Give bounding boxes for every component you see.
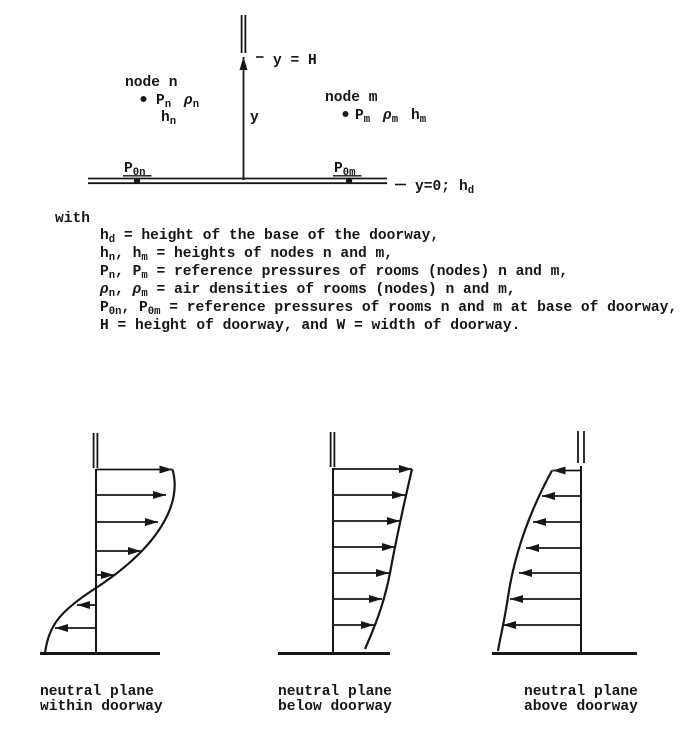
- profile-caption-line: within doorway: [40, 699, 163, 715]
- node-n-properties: [156, 93, 199, 111]
- subscript: m: [363, 114, 371, 127]
- variable-definitions: [55, 211, 677, 334]
- definition-line: [100, 264, 568, 282]
- subscript: n: [192, 99, 200, 112]
- y-zero-label: y=0;: [415, 179, 451, 195]
- subscript: 0n: [132, 167, 146, 180]
- profile-caption-line: below doorway: [278, 699, 392, 715]
- definition-line: [100, 228, 439, 246]
- y-equals-H-label: y = H: [273, 53, 317, 69]
- definition-text: h: [100, 228, 109, 244]
- profile-caption-line: neutral plane: [40, 684, 154, 700]
- pressure-symbol: P: [334, 161, 343, 177]
- p0n-label: [124, 161, 145, 179]
- definition-text: , h: [115, 246, 142, 262]
- base-annotation: [415, 179, 474, 197]
- definition-text: = height of the base of the doorway,: [115, 228, 440, 244]
- density-symbol: ρ: [184, 93, 193, 109]
- velocity-profile-curve: [45, 470, 175, 654]
- p0m-label: [334, 161, 355, 179]
- density-symbol: ρ: [383, 108, 392, 124]
- definition-text: , P: [121, 300, 148, 316]
- definitions-intro: with: [55, 211, 91, 227]
- subscript: n: [108, 288, 116, 301]
- subscript: m: [391, 114, 399, 127]
- profile-3: [492, 431, 638, 715]
- definition-text: = reference pressures of rooms n and m at base of doorway,: [160, 300, 678, 316]
- definition-text: , P: [115, 264, 142, 280]
- pressure-symbol: P: [156, 93, 165, 109]
- subscript: 0n: [108, 306, 122, 319]
- subscript: n: [164, 99, 172, 112]
- definition-line: [100, 318, 520, 334]
- node-m-bullet: [343, 111, 349, 117]
- definition-text: P: [100, 264, 109, 280]
- definition-line: [100, 246, 393, 264]
- subscript: m: [141, 288, 148, 301]
- profile-1: [40, 433, 175, 715]
- definition-text: = reference pressures of rooms (nodes) n and m,: [147, 264, 569, 280]
- subscript: n: [169, 116, 177, 129]
- subscript: 0m: [342, 167, 356, 180]
- subscript: d: [467, 185, 475, 198]
- node-n-bullet: [141, 96, 147, 102]
- definition-text: h: [100, 246, 109, 262]
- definition-text: = heights of nodes n and m,: [147, 246, 393, 262]
- definition-text: = air densities of rooms (nodes) n and m,: [147, 282, 516, 298]
- pressure-symbol: P: [355, 108, 364, 124]
- velocity-profile-curve: [498, 471, 552, 652]
- definition-text: H = height of doorway, and W = width of doorway.: [100, 318, 521, 334]
- profile-2: [278, 432, 412, 715]
- subscript: d: [108, 234, 116, 247]
- node-n-height: [161, 110, 176, 128]
- definition-text: ρ: [132, 282, 142, 298]
- height-symbol: h: [161, 110, 170, 126]
- height-symbol: h: [411, 108, 420, 124]
- subscript: n: [108, 252, 116, 265]
- definition-line: [100, 300, 677, 318]
- definition-lines: [99, 228, 677, 334]
- definition-text: ,: [115, 282, 133, 298]
- velocity-profile-curve: [365, 469, 412, 649]
- pressure-symbol: P: [124, 161, 133, 177]
- profile-caption-line: neutral plane: [278, 684, 392, 700]
- definition-line: [99, 282, 516, 300]
- definition-text: ρ: [100, 282, 109, 298]
- node-m-properties: [355, 108, 426, 126]
- profile-caption-line: above doorway: [524, 699, 638, 715]
- y-axis-label: y: [250, 110, 259, 126]
- doorway-schematic: [88, 15, 474, 197]
- node-n-label: node n: [125, 75, 178, 91]
- node-m-label: node m: [325, 90, 378, 106]
- subscript: m: [419, 114, 427, 127]
- definition-text: P: [100, 300, 109, 316]
- subscript: m: [141, 270, 148, 283]
- height-symbol: h: [459, 179, 468, 195]
- velocity-profiles: [40, 431, 638, 715]
- subscript: 0m: [147, 306, 161, 319]
- subscript: n: [108, 270, 116, 283]
- profile-caption-line: neutral plane: [524, 684, 638, 700]
- subscript: m: [141, 252, 148, 265]
